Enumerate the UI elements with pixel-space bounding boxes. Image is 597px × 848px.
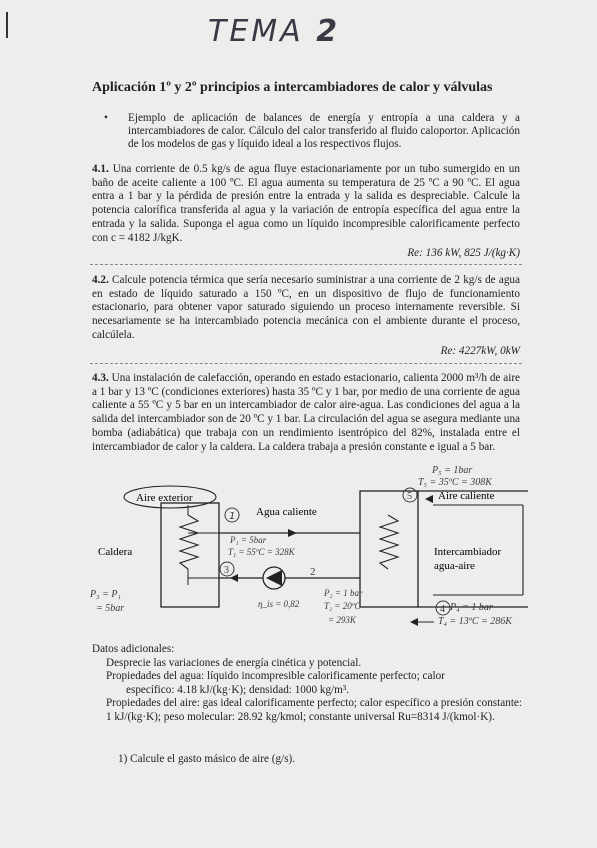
problem-answer: Re: 136 kW, 825 J/(kg·K) xyxy=(407,247,520,260)
datos-heading: Datos adicionales: xyxy=(92,643,175,655)
label-caldera: Caldera xyxy=(98,546,133,558)
problem-4-3 xyxy=(92,372,520,454)
node-1: 1 xyxy=(229,511,236,522)
hw-p2: P₂ = 1 bar xyxy=(324,588,363,598)
node-2: 2 xyxy=(310,566,316,578)
question-1: 1) Calcule el gasto másico de aire (g/s). xyxy=(118,753,296,765)
problem-answer: Re: 4227kW, 0kW xyxy=(440,344,520,357)
caldera-coil xyxy=(180,515,198,569)
section-title: Aplicación 1º y 2º principios a intercambiadores de calor y válvulas xyxy=(92,80,493,95)
divider xyxy=(90,264,522,265)
problem-text: Una corriente de 0.5 kg/s de agua fluye estacionariamente por un tubo sumergido en un baño de aceite caliente a 100 ºC. El agua aumenta su temperatura de 25 ºC a 90 ºC. El agua entra a 1 bar y la pérdida de presión entre la entrada y la salida es despreciable. Calcule la potencia calorífica transferida al agua y la variación de entropía específica del agua entre la entrada y la salida. Suponga el agua como un líquido incompresible calorificamente perfecto con c = 4182 J/kgK. xyxy=(92,163,520,244)
hw-p3: P₃ = P₁ xyxy=(90,589,121,600)
node-3: 3 xyxy=(224,565,229,576)
hw-t2b: = 293K xyxy=(328,615,356,625)
margin-pen-mark xyxy=(6,12,8,38)
label-intercambiador: Intercambiador xyxy=(434,546,502,558)
problem-4-2 xyxy=(92,274,520,358)
datos-line-2b: específico: 4.18 kJ/(kg·K); densidad: 1000 kg/m³. xyxy=(126,683,350,696)
label-agua-caliente: Agua caliente xyxy=(256,506,317,518)
hw-p3b: = 5bar xyxy=(96,603,125,614)
hw-t1: T₁ = 55ºC = 328K xyxy=(228,547,295,557)
problem-text: Una instalación de calefacción, operando en estado estacionario, calienta 2000 m³/h de aire a 1 bar y 13 ºC (condiciones exteriores) hasta 35 ºC y 1 bar, por medio de una corriente de agua caliente a 55 ºC y 5 bar en un intercambiador de calor aire-agua. Las condiciones del agua a la salida del intercambiador son de 20 ºC y 1 bar. La circulación del agua se asegura mediante una bomba (adiabática) que trabaja con un rendimiento isentrópico del 82%, instalada entre el intercambiador de calor y la caldera. La caldera trabaja a presión constante e igual a 5 bar. xyxy=(92,372,521,453)
datos-adicionales xyxy=(92,643,522,725)
handwritten-title: TEMA xyxy=(208,14,304,49)
hw-t2: T₂ = 20ºC xyxy=(324,601,361,611)
problem-number: 4.2. xyxy=(92,274,109,286)
bullet-paragraph xyxy=(104,112,520,151)
bullet-dot: • xyxy=(104,112,108,124)
datos-line-3: Propiedades del aire: gas ideal calorificamente perfecto; calor específico a presión constante: 1 kJ/(kg·K); peso molecular: 28.92 kg/kmol; constante universal Ru=8314 J/(kmol·K). xyxy=(106,697,522,723)
caldera-box xyxy=(161,503,219,607)
hw-t4: T₄ = 13ºC = 286K xyxy=(438,616,512,627)
divider xyxy=(90,363,522,364)
datos-line-1: Desprecie las variaciones de energía cinética y potencial. xyxy=(106,656,362,669)
intercambiador-coil xyxy=(380,515,398,569)
intercambiador-box xyxy=(360,491,418,607)
datos-line-2: Propiedades del agua: líquido incompresible calorificamente perfecto; calor xyxy=(106,670,445,683)
hw-eta: η_is = 0,82 xyxy=(258,599,300,609)
node-5: 5 xyxy=(407,491,412,502)
hw-p4: P₄ = 1 bar xyxy=(450,602,493,613)
hw-p5: P₅ = 1bar xyxy=(432,465,473,476)
label-aire-caliente: Aire caliente xyxy=(438,490,495,502)
bullet-text: Ejemplo de aplicación de balances de energía y entropía a una caldera y a intercambiadores de calor. Cálculo del calor transferido al fluido caloportor. Aplicación de los modelos de gas y líquido ideal a los respectivos flujos. xyxy=(128,112,520,150)
hw-p1: P₁ = 5bar xyxy=(230,535,267,545)
hw-t5: T₅ = 35ºC = 308K xyxy=(418,477,492,488)
label-aire-exterior: Aire exterior xyxy=(136,492,193,504)
problem-number: 4.1. xyxy=(92,163,109,175)
problem-text: Calcule potencia térmica que sería necesario suministrar a una corriente de 2 kg/s de agua en estado de líquido saturado a 150 ºC, en un dispositivo de flujo de funcionamiento estacionario, para obtener vapor saturado siguiendo un proceso internamente reversible. Si necesariamente se ha intercambiado potencia mecánica con el ambiente durante el proceso, calcúlela. xyxy=(92,274,520,341)
problem-4-1 xyxy=(92,163,520,261)
label-agua-aire: agua-aire xyxy=(434,560,475,572)
handwritten-header xyxy=(208,14,340,49)
problem-number: 4.3. xyxy=(92,372,109,384)
handwritten-number: 2 xyxy=(316,14,341,49)
heating-system-diagram xyxy=(88,465,528,635)
node-4: 4 xyxy=(440,604,445,615)
